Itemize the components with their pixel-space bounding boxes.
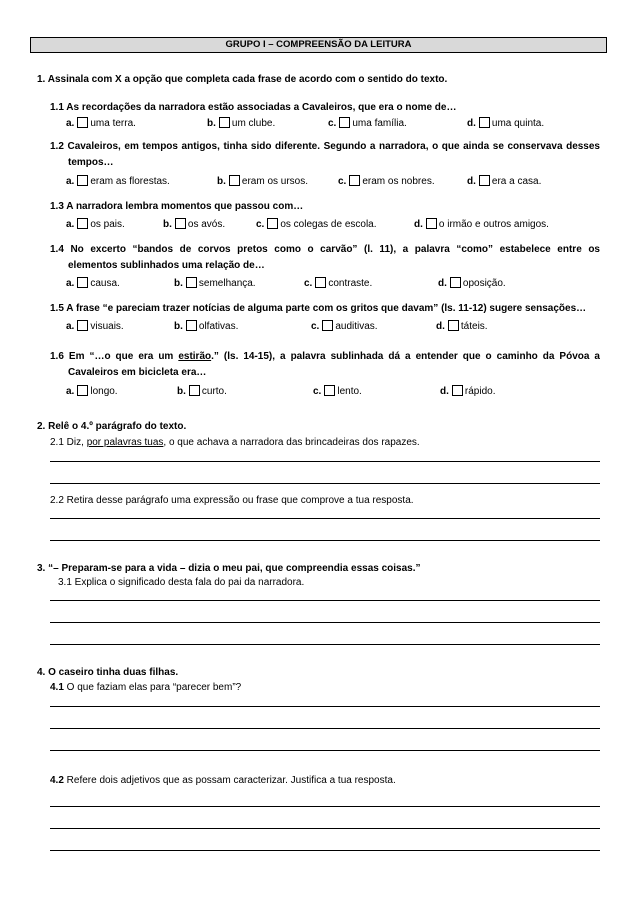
checkbox-1-5-a[interactable] <box>77 320 88 331</box>
checkbox-1-6-c[interactable] <box>324 385 335 396</box>
question-1-title: 1. Assinala com X a opção que completa cada frase de acordo com o sentido do texto. <box>37 74 448 85</box>
answer-line[interactable] <box>50 750 600 751</box>
answer-line[interactable] <box>50 540 600 541</box>
answer-line[interactable] <box>50 518 600 519</box>
answer-line[interactable] <box>50 483 600 484</box>
option-1-2-b[interactable]: b. eram os ursos. <box>217 176 309 187</box>
question-1-6-stem-cont: Cavaleiros em bicicleta era… <box>68 367 207 378</box>
question-1-3-stem: 1.3 A narradora lembra momentos que passou com… <box>50 201 304 212</box>
option-1-4-d[interactable]: d. oposição. <box>438 278 506 289</box>
checkbox-1-3-d[interactable] <box>426 218 437 229</box>
option-1-5-d[interactable]: d. táteis. <box>436 321 488 332</box>
answer-line[interactable] <box>50 728 600 729</box>
question-1-4-stem: 1.4 No excerto “bandos de corvos pretos como o carvão” (l. 11), a palavra “como” estabelece entre os <box>50 244 600 255</box>
question-2-2-prompt: 2.2 Retira desse parágrafo uma expressão ou frase que comprove a tua resposta. <box>50 495 414 506</box>
question-1-2-stem-cont: tempos… <box>68 157 114 168</box>
option-1-6-d[interactable]: d. rápido. <box>440 386 496 397</box>
underlined-word: estirão <box>178 351 212 362</box>
checkbox-1-1-b[interactable] <box>219 117 230 128</box>
option-1-4-c[interactable]: c. contraste. <box>304 278 373 289</box>
checkbox-1-6-a[interactable] <box>77 385 88 396</box>
checkbox-1-5-d[interactable] <box>448 320 459 331</box>
answer-line[interactable] <box>50 806 600 807</box>
question-4-1-prompt: 4.1 O que faziam elas para “parecer bem”? <box>50 682 242 693</box>
option-1-3-c[interactable]: c. os colegas de escola. <box>256 219 377 230</box>
checkbox-1-2-c[interactable] <box>349 175 360 186</box>
checkbox-1-5-c[interactable] <box>322 320 333 331</box>
answer-line[interactable] <box>50 828 600 829</box>
checkbox-1-6-b[interactable] <box>189 385 200 396</box>
checkbox-1-4-c[interactable] <box>315 277 326 288</box>
answer-line[interactable] <box>50 600 600 601</box>
option-1-1-c[interactable]: c. uma família. <box>328 118 407 129</box>
option-1-1-b[interactable]: b. um clube. <box>207 118 276 129</box>
option-1-5-b[interactable]: b. olfativas. <box>174 321 239 332</box>
question-3-1-prompt: 3.1 Explica o significado desta fala do pai da narradora. <box>58 577 305 588</box>
question-4-title: 4. O caseiro tinha duas filhas. <box>37 667 179 678</box>
option-1-3-a[interactable]: a. os pais. <box>66 219 125 230</box>
option-1-1-d[interactable]: d. uma quinta. <box>467 118 545 129</box>
answer-line[interactable] <box>50 850 600 851</box>
checkbox-1-1-d[interactable] <box>479 117 490 128</box>
option-1-2-a[interactable]: a. eram as florestas. <box>66 176 170 187</box>
checkbox-1-3-b[interactable] <box>175 218 186 229</box>
checkbox-1-4-d[interactable] <box>450 277 461 288</box>
checkbox-1-2-b[interactable] <box>229 175 240 186</box>
checkbox-1-2-a[interactable] <box>77 175 88 186</box>
option-1-3-b[interactable]: b. os avós. <box>163 219 226 230</box>
checkbox-1-3-a[interactable] <box>77 218 88 229</box>
option-1-6-a[interactable]: a. longo. <box>66 386 118 397</box>
answer-line[interactable] <box>50 461 600 462</box>
option-1-5-c[interactable]: c. auditivas. <box>311 321 378 332</box>
answer-line[interactable] <box>50 706 600 707</box>
question-4-2-prompt: 4.2 Refere dois adjetivos que as possam caracterizar. Justifica a tua resposta. <box>50 775 396 786</box>
checkbox-1-5-b[interactable] <box>186 320 197 331</box>
question-1-1-stem: 1.1 As recordações da narradora estão associadas a Cavaleiros, que era o nome de… <box>50 102 457 113</box>
answer-line[interactable] <box>50 644 600 645</box>
option-1-2-d[interactable]: d. era a casa. <box>467 176 542 187</box>
answer-line[interactable] <box>50 622 600 623</box>
checkbox-1-4-a[interactable] <box>77 277 88 288</box>
checkbox-1-1-a[interactable] <box>77 117 88 128</box>
checkbox-1-2-d[interactable] <box>479 175 490 186</box>
option-1-3-d[interactable]: d. o irmão e outros amigos. <box>414 219 549 230</box>
option-1-6-b[interactable]: b. curto. <box>177 386 227 397</box>
question-2-1-prompt: 2.1 Diz, por palavras tuas, o que achava a narradora das brincadeiras dos rapazes. <box>50 437 420 448</box>
section-header: GRUPO I – COMPREENSÃO DA LEITURA <box>30 37 607 53</box>
option-1-4-a[interactable]: a. causa. <box>66 278 120 289</box>
checkbox-1-1-c[interactable] <box>339 117 350 128</box>
question-1-5-stem: 1.5 A frase “e pareciam trazer notícias de alguma parte com os gritos que davam” (ls. 11-12) sugere sensações… <box>50 303 587 314</box>
question-2-title: 2. Relê o 4.º parágrafo do texto. <box>37 421 187 432</box>
option-1-1-a[interactable]: a. uma terra. <box>66 118 136 129</box>
option-1-6-c[interactable]: c. lento. <box>313 386 362 397</box>
question-1-2-stem: 1.2 Cavaleiros, em tempos antigos, tinha sido diferente. Segundo a narradora, o que ainda se conservava desses <box>50 141 600 152</box>
checkbox-1-3-c[interactable] <box>267 218 278 229</box>
option-1-2-c[interactable]: c. eram os nobres. <box>338 176 435 187</box>
question-1-4-stem-cont: elementos sublinhados uma relação de… <box>68 260 265 271</box>
option-1-5-a[interactable]: a. visuais. <box>66 321 124 332</box>
checkbox-1-4-b[interactable] <box>186 277 197 288</box>
option-1-4-b[interactable]: b. semelhança. <box>174 278 256 289</box>
checkbox-1-6-d[interactable] <box>452 385 463 396</box>
question-1-6-stem: 1.6 Em “…o que era um estirão.” (ls. 14-15), a palavra sublinhada dá a entender que o caminho da Póvoa a <box>50 351 600 362</box>
question-3-title: 3. “– Preparam-se para a vida – dizia o meu pai, que compreendia essas coisas.” <box>37 563 421 574</box>
